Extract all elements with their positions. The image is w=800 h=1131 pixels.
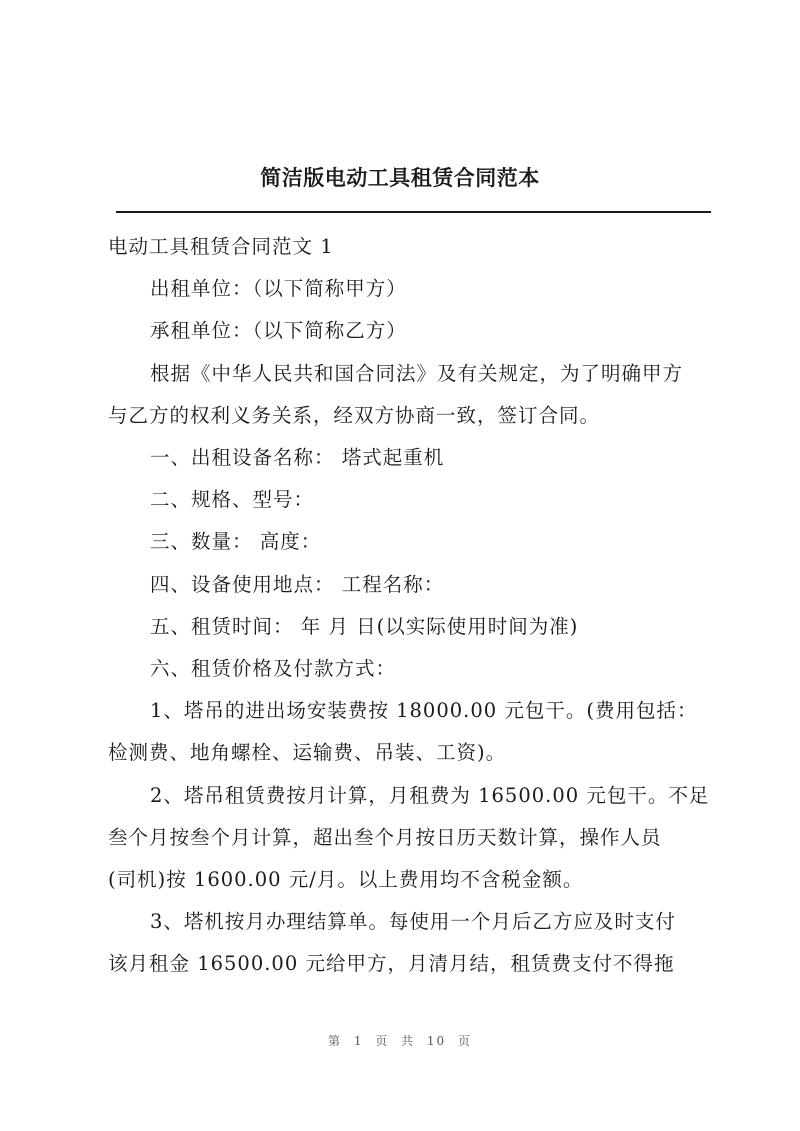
lessee-line: 承租单位：（以下简称乙方） — [150, 319, 407, 343]
lessor-line: 出租单位：（以下简称甲方） — [150, 277, 407, 301]
paragraph-line: 2、塔吊租赁费按月计算，月租费为 16500.00 元包干。不足 — [150, 783, 710, 807]
paragraph-line: 根据《中华人民共和国合同法》及有关规定，为了明确甲方 — [150, 361, 684, 385]
title-divider — [116, 211, 711, 213]
clause-line: 二、规格、型号： — [150, 488, 315, 512]
paragraph-line: (司机)按 1600.00 元/月。以上费用均不含税金额。 — [108, 868, 584, 892]
document-body — [108, 226, 708, 986]
clause-line: 三、数量： 高度： — [150, 530, 322, 554]
clause-line: 一、出租设备名称： 塔式起重机 — [150, 446, 445, 470]
paragraph-line: 叁个月按叁个月计算，超出叁个月按日历天数计算，操作人员 — [108, 825, 662, 849]
paragraph-line: 1、塔吊的进出场安装费按 18000.00 元包干。(费用包括： — [150, 699, 698, 723]
clause-line: 四、设备使用地点： 工程名称： — [150, 572, 445, 596]
paragraph-line: 与乙方的权利义务关系，经双方协商一致，签订合同。 — [108, 403, 601, 427]
paragraph-line: 3、塔机按月办理结算单。每使用一个月后乙方应及时支付 — [150, 910, 676, 934]
page-title: 简洁版电动工具租赁合同范本 — [260, 166, 540, 190]
clause-line: 五、租赁时间： 年 月 日(以实际使用时间为准) — [150, 614, 579, 638]
page-number-footer: 第 1 页 共 10 页 — [328, 1034, 472, 1048]
paragraph-line: 该月租金 16500.00 元给甲方，月清月结，租赁费支付不得拖 — [108, 952, 675, 976]
clause-line: 六、租赁价格及付款方式： — [150, 657, 397, 681]
paragraph-line: 检测费、地角螺栓、运输费、吊装、工资)。 — [108, 741, 507, 765]
section-heading: 电动工具租赁合同范文 1 — [108, 235, 334, 258]
